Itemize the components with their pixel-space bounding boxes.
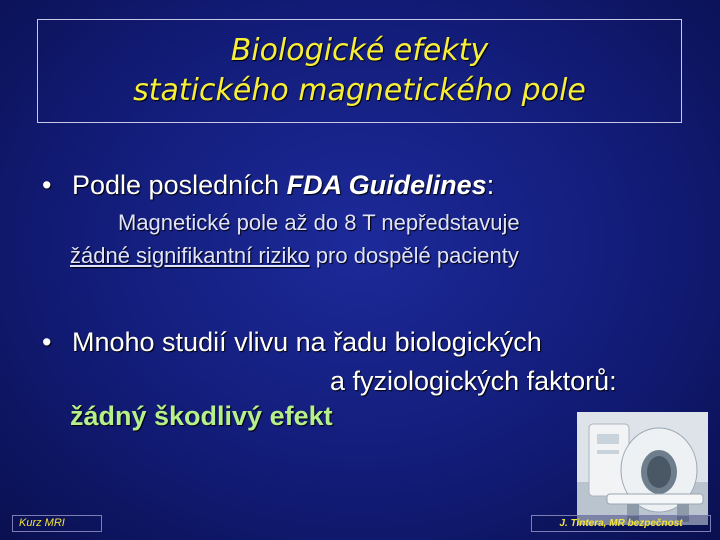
title-box xyxy=(37,19,682,123)
slide-title-line-1: Biologické efekty xyxy=(230,33,489,68)
bullet-1-emphasis: FDA Guidelines xyxy=(286,170,487,200)
bullet-marker: • xyxy=(42,327,52,357)
bullet-1 xyxy=(42,170,494,201)
bullet-2-line-3: žádný škodlivý efekt xyxy=(70,401,333,431)
bullet-1-suffix: : xyxy=(486,170,495,200)
bullet-1-subtext xyxy=(70,206,520,272)
bullet-1-prefix: Podle posledních xyxy=(72,170,287,200)
bullet-marker: • xyxy=(42,170,52,200)
bullet-1-subline-1: Magnetické pole až do 8 T nepředstavuje xyxy=(118,210,520,235)
bullet-1-subline-2 xyxy=(70,239,520,272)
bullet-2-line-1: Mnoho studií vlivu na řadu biologických xyxy=(72,327,542,357)
slide-title-line-2: statického magnetického pole xyxy=(133,73,586,108)
bullet-2 xyxy=(42,327,542,358)
footer-author-label: J. Tintera, MR bezpečnost xyxy=(531,515,711,532)
bullet-1-subline-2-rest: pro dospělé pacienty xyxy=(309,243,519,268)
bullet-2-line-2: a fyziologických faktorů: xyxy=(330,366,617,396)
mri-scanner-photo xyxy=(577,412,708,525)
mri-scanner-illustration xyxy=(577,412,708,525)
bullet-1-underlined: žádné signifikantní riziko xyxy=(70,243,310,268)
footer-course-label: Kurz MRI xyxy=(12,515,102,532)
